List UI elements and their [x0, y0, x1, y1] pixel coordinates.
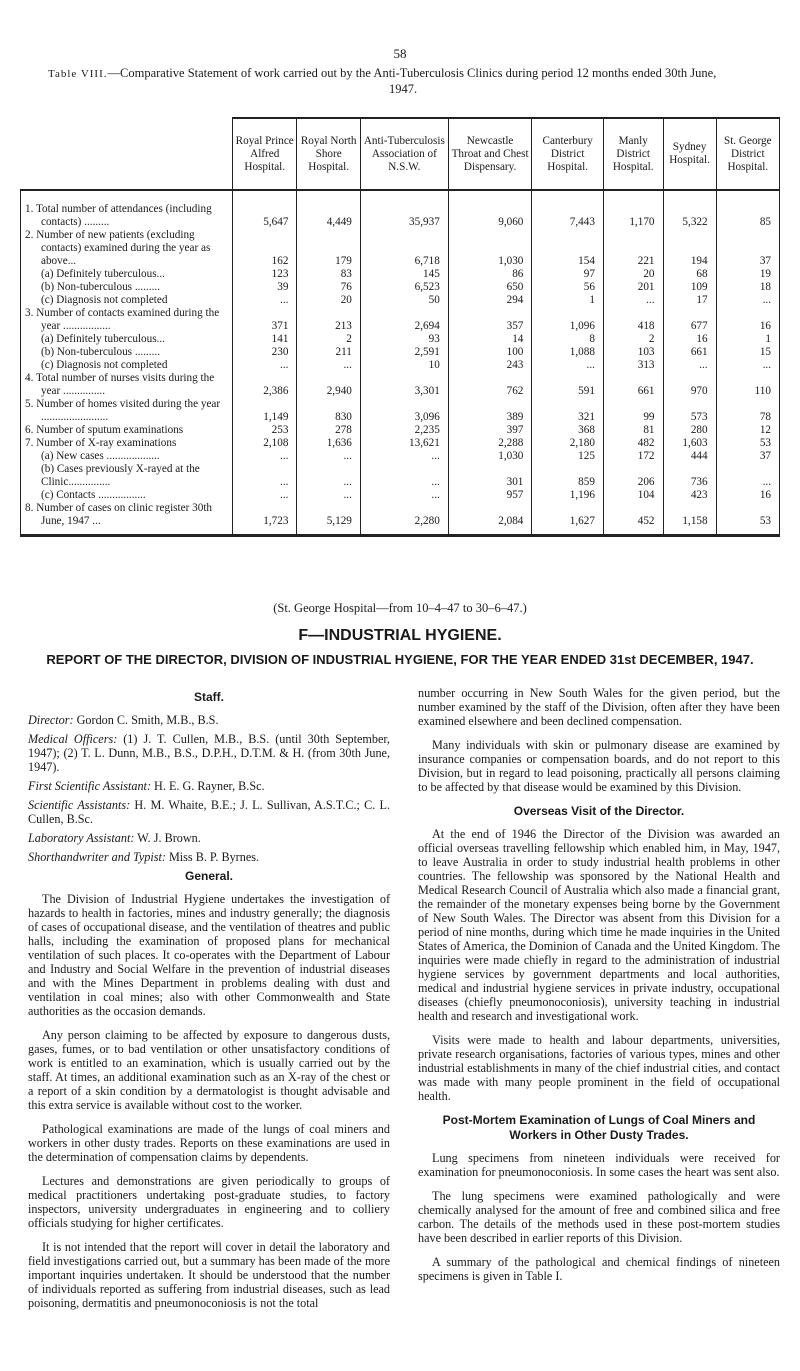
- row-value: 201: [603, 281, 663, 294]
- row-value: 243: [448, 359, 532, 372]
- row-value: 1,603: [663, 437, 716, 450]
- row-value: 859: [532, 463, 604, 489]
- row-label: (b) Non-tuberculous .........: [21, 346, 233, 359]
- row-value: 957: [448, 489, 532, 502]
- row-value: 2: [603, 333, 663, 346]
- row-value: ...: [297, 489, 360, 502]
- row-value: 123: [233, 268, 297, 281]
- row-value: 16: [663, 333, 716, 346]
- row-value: 5,322: [663, 190, 716, 229]
- row-label: 2. Number of new patients (excluding contacts) examined during the year as above...: [21, 229, 233, 268]
- row-value: 14: [448, 333, 532, 346]
- staff-laboratory: Laboratory Assistant: W. J. Brown.: [28, 831, 201, 845]
- row-value: ...: [716, 294, 779, 307]
- row-value: 1,158: [663, 502, 716, 536]
- row-value: 1,636: [297, 437, 360, 450]
- row-value: 221: [603, 229, 663, 268]
- row-label: 1. Total number of attendances (including contacts) .........: [21, 190, 233, 229]
- general-heading: General.: [184, 869, 234, 883]
- header-blank: [21, 118, 233, 190]
- row-value: 301: [448, 463, 532, 489]
- row-value: 211: [297, 346, 360, 359]
- row-value: 125: [532, 450, 604, 463]
- row-value: 1: [716, 333, 779, 346]
- row-value: 371: [233, 307, 297, 333]
- row-value: 93: [360, 333, 448, 346]
- row-value: 650: [448, 281, 532, 294]
- paragraph-insurance: Many individuals with skin or pulmonary disease are examined by insurance companies or compensation boards, and do not report to this Division, but in regard to lead poisoning, practically all persons claiming to be affected by that disease would be examined by this Division.: [418, 738, 780, 794]
- header-canterbury: Canterbury District Hospital.: [532, 118, 604, 190]
- row-value: ...: [360, 463, 448, 489]
- row-value: 83: [297, 268, 360, 281]
- staff-heading: Staff.: [194, 690, 224, 704]
- row-value: ...: [297, 450, 360, 463]
- row-value: 6,718: [360, 229, 448, 268]
- row-label: 3. Number of contacts examined during the year .................: [21, 307, 233, 333]
- row-value: 970: [663, 372, 716, 398]
- staff-director: Director: Gordon C. Smith, M.B., B.S.: [28, 713, 219, 727]
- row-value: 830: [297, 398, 360, 424]
- row-value: 2,386: [233, 372, 297, 398]
- row-value: 1,030: [448, 229, 532, 268]
- row-value: 1,149: [233, 398, 297, 424]
- continued-paragraph: number occurring in New South Wales for the given period, but the number examined by the staff of the Division, often after they have been examined elsewhere and been declined compensation.: [418, 686, 780, 728]
- row-value: 418: [603, 307, 663, 333]
- row-value: 78: [716, 398, 779, 424]
- row-value: 37: [716, 450, 779, 463]
- row-value: 76: [297, 281, 360, 294]
- header-st-george: St. George District Hospital.: [716, 118, 779, 190]
- row-value: 85: [716, 190, 779, 229]
- row-value: 357: [448, 307, 532, 333]
- row-value: ...: [716, 359, 779, 372]
- postmortem-paragraph-2: The lung specimens were examined pathologically and were chemically analysed for the amount of free and combined silica and free carbon. The details of the methods used in these post-mortem studies have been described in earlier reports of this Division.: [418, 1189, 780, 1245]
- row-value: 2,235: [360, 424, 448, 437]
- postmortem-heading: Post-Mortem Examination of Lungs of Coal Miners and Workers in Other Dusty Trades.: [442, 1113, 756, 1142]
- staff-medical-officers: Medical Officers: (1) J. T. Cullen, M.B., B.S. (until 30th September, 1947); (2) T. L. Dunn, M.B., B.S., D.P.H., D.T.M. & H. (from 30th June, 1947).: [28, 732, 390, 774]
- general-paragraph-3: Pathological examinations are made of the lungs of coal miners and workers in other dusty trades. Reports on these examinations are used in the determination of compensation claims by dependents.: [28, 1122, 390, 1164]
- table-header-row: [21, 118, 780, 190]
- row-value: 10: [360, 359, 448, 372]
- row-value: ...: [297, 463, 360, 489]
- row-label: 7. Number of X-ray examinations: [21, 437, 233, 450]
- header-newcastle: Newcastle Throat and Chest Dispensary.: [448, 118, 532, 190]
- row-value: 2,108: [233, 437, 297, 450]
- header-manly: Manly District Hospital.: [603, 118, 663, 190]
- table-row: [21, 268, 780, 281]
- row-value: 294: [448, 294, 532, 307]
- row-value: 50: [360, 294, 448, 307]
- table-row: [21, 229, 780, 268]
- row-value: ...: [603, 294, 663, 307]
- table-row: [21, 489, 780, 502]
- row-value: 15: [716, 346, 779, 359]
- row-value: ...: [233, 294, 297, 307]
- row-label: (a) New cases ...................: [21, 450, 233, 463]
- row-value: 39: [233, 281, 297, 294]
- table-row: [21, 398, 780, 424]
- table-row: [21, 294, 780, 307]
- row-label: 4. Total number of nurses visits during the year ...............: [21, 372, 233, 398]
- row-value: 661: [603, 372, 663, 398]
- row-value: 280: [663, 424, 716, 437]
- row-value: 18: [716, 281, 779, 294]
- row-value: 444: [663, 450, 716, 463]
- row-value: 1,196: [532, 489, 604, 502]
- row-value: 2,084: [448, 502, 532, 536]
- row-value: 2,694: [360, 307, 448, 333]
- table-row: [21, 281, 780, 294]
- row-value: 179: [297, 229, 360, 268]
- row-value: 1,096: [532, 307, 604, 333]
- row-value: 110: [716, 372, 779, 398]
- row-value: 278: [297, 424, 360, 437]
- header-royal-prince-alfred: Royal Prince Alfred Hospital.: [233, 118, 297, 190]
- row-value: 1,627: [532, 502, 604, 536]
- staff-typist: Shorthandwriter and Typist: Miss B. P. Byrnes.: [28, 850, 260, 864]
- overseas-paragraph-1: At the end of 1946 the Director of the Division was awarded an official overseas travelling fellowship which enabled him, in May, 1947, to leave Australia in order to study industrial health problems in other countries. The fellowship was sponsored by the National Health and Medical Research Council of Australia which also made a financial grant, the remainder of the monetary expenses being borne by the Government of New South Wales. The Director was absent from this Division for a period of nine months, during which time he made inquiries in the United States of America, the Dominion of Canada and the United Kingdom. The inquiries were made chiefly in regard to the administration of industrial hygiene services by government departments and local authorities, medical and industrial hygiene services in private industry, occupational diseases (chiefly pneumonoconiosis), university teaching in industrial health and research and investigational work.: [418, 827, 780, 1023]
- row-label: (c) Diagnosis not completed: [21, 359, 233, 372]
- row-value: 68: [663, 268, 716, 281]
- table-row: [21, 450, 780, 463]
- row-value: 7,443: [532, 190, 604, 229]
- general-paragraph-2: Any person claiming to be affected by exposure to dangerous dusts, gases, fumes, or to bad ventilation or other unsatisfactory conditions of work is entitled to an examination, which is usually carried out by the staff. At times, an additional examination such as an X-ray of the chest or a report of a skin condition by a dermatologist is thought advisable and this extra service is available without cost to the worker.: [28, 1028, 390, 1112]
- row-value: 109: [663, 281, 716, 294]
- row-value: ...: [360, 450, 448, 463]
- row-label: (a) Definitely tuberculous...: [21, 333, 233, 346]
- row-value: 5,129: [297, 502, 360, 536]
- table-caption: [48, 66, 758, 97]
- row-value: 20: [297, 294, 360, 307]
- row-value: 194: [663, 229, 716, 268]
- row-value: 213: [297, 307, 360, 333]
- row-value: 1,088: [532, 346, 604, 359]
- row-value: 6,523: [360, 281, 448, 294]
- row-value: ...: [716, 463, 779, 489]
- row-value: 100: [448, 346, 532, 359]
- row-value: 206: [603, 463, 663, 489]
- row-value: 423: [663, 489, 716, 502]
- row-value: 141: [233, 333, 297, 346]
- row-value: 2,280: [360, 502, 448, 536]
- row-value: ...: [233, 463, 297, 489]
- row-value: 103: [603, 346, 663, 359]
- table-row: [21, 307, 780, 333]
- row-value: 573: [663, 398, 716, 424]
- row-value: 3,096: [360, 398, 448, 424]
- table-caption-year: 1947.: [388, 82, 418, 96]
- row-value: 4,449: [297, 190, 360, 229]
- general-paragraph-1: The Division of Industrial Hygiene undertakes the investigation of hazards to health in factories, mines and industry generally; the diagnosis of cases of occupational disease, and the ventilation of theatres and public halls, including the examination of proposed plans for mechanical ventilation of such places. It co-operates with the Department of Labour and Industry and Social Welfare in the prevention of industrial diseases and with the Mines Department in problems dealing with dust and ventilation in coal mines; also with other Commonwealth and State authorities as the occasion demands.: [28, 892, 390, 1018]
- table-caption-text: —Comparative Statement of work carried out by the Anti-Tuberculosis Clinics during period 12 months ended 30th June,: [107, 66, 717, 80]
- row-value: 1,030: [448, 450, 532, 463]
- left-column: [28, 686, 390, 1320]
- header-anti-tb-association: Anti-Tuberculosis Association of N.S.W.: [360, 118, 448, 190]
- postmortem-paragraph-1: Lung specimens from nineteen individuals were received for examination for pneumonoconiosis. In some cases the heart was sent also.: [418, 1151, 780, 1179]
- row-value: 13,621: [360, 437, 448, 450]
- row-value: 37: [716, 229, 779, 268]
- table-row: [21, 463, 780, 489]
- row-value: ...: [360, 489, 448, 502]
- row-value: 162: [233, 229, 297, 268]
- row-value: ...: [233, 450, 297, 463]
- row-value: 591: [532, 372, 604, 398]
- overseas-paragraph-2: Visits were made to health and labour departments, universities, private research organisations, factories of various types, mines and other industrial establishments in many of the chief industrial cities, and contact was made with many people prominent in the field of occupational health.: [418, 1033, 780, 1103]
- row-value: 397: [448, 424, 532, 437]
- table-row: [21, 424, 780, 437]
- row-value: 16: [716, 307, 779, 333]
- table-row: [21, 333, 780, 346]
- page-number: 58: [393, 46, 407, 61]
- row-value: 12: [716, 424, 779, 437]
- section-title: F—INDUSTRIAL HYGIENE.: [298, 627, 502, 644]
- row-value: 2,591: [360, 346, 448, 359]
- row-value: 389: [448, 398, 532, 424]
- overseas-heading: Overseas Visit of the Director.: [513, 804, 685, 818]
- row-label: (b) Cases previously X-rayed at the Clinic...............: [21, 463, 233, 489]
- header-royal-north-shore: Royal North Shore Hospital.: [297, 118, 360, 190]
- row-value: 5,647: [233, 190, 297, 229]
- row-value: 230: [233, 346, 297, 359]
- row-value: 104: [603, 489, 663, 502]
- row-label: (c) Contacts .................: [21, 489, 233, 502]
- table-row: [21, 372, 780, 398]
- row-label: 5. Number of homes visited during the year ........................: [21, 398, 233, 424]
- row-label: (a) Definitely tuberculous...: [21, 268, 233, 281]
- table-row: [21, 190, 780, 229]
- row-value: 172: [603, 450, 663, 463]
- table-row: [21, 437, 780, 450]
- row-value: 53: [716, 502, 779, 536]
- row-value: 452: [603, 502, 663, 536]
- table-row: [21, 359, 780, 372]
- row-value: ...: [297, 359, 360, 372]
- row-value: 762: [448, 372, 532, 398]
- row-value: 86: [448, 268, 532, 281]
- row-value: 9,060: [448, 190, 532, 229]
- row-value: 19: [716, 268, 779, 281]
- row-label: 8. Number of cases on clinic register 30th June, 1947 ...: [21, 502, 233, 536]
- postmortem-paragraph-3: A summary of the pathological and chemical findings of nineteen specimens is given in Table I.: [418, 1255, 780, 1283]
- row-value: 17: [663, 294, 716, 307]
- header-sydney: Sydney Hospital.: [663, 118, 716, 190]
- row-value: 56: [532, 281, 604, 294]
- row-value: 2,180: [532, 437, 604, 450]
- row-value: 145: [360, 268, 448, 281]
- row-value: 253: [233, 424, 297, 437]
- row-value: 35,937: [360, 190, 448, 229]
- row-value: 2,940: [297, 372, 360, 398]
- row-value: 154: [532, 229, 604, 268]
- row-value: 1,170: [603, 190, 663, 229]
- row-value: 99: [603, 398, 663, 424]
- row-value: ...: [233, 359, 297, 372]
- row-value: 321: [532, 398, 604, 424]
- report-title: REPORT OF THE DIRECTOR, DIVISION OF INDUSTRIAL HYGIENE, FOR THE YEAR ENDED 31st DECEMBER, 1947.: [46, 652, 754, 667]
- row-value: 313: [603, 359, 663, 372]
- row-label: 6. Number of sputum examinations: [21, 424, 233, 437]
- general-paragraph-5: It is not intended that the report will cover in detail the laboratory and field investigations carried out, but a summary has been made of the more important inquiries undertaken. It should be understood that the number of individuals reported as suffering from industrial diseases, such as lead poisoning, dermatitis and pneumonoconiosis is not the total: [28, 1240, 390, 1310]
- row-value: 368: [532, 424, 604, 437]
- row-value: 2,288: [448, 437, 532, 450]
- row-value: 1,723: [233, 502, 297, 536]
- staff-first-scientific: First Scientific Assistant: H. E. G. Rayner, B.Sc.: [28, 779, 265, 793]
- row-value: 3,301: [360, 372, 448, 398]
- row-value: ...: [233, 489, 297, 502]
- row-value: 661: [663, 346, 716, 359]
- row-value: 81: [603, 424, 663, 437]
- right-column: [418, 686, 780, 1293]
- row-label: (c) Diagnosis not completed: [21, 294, 233, 307]
- row-value: 736: [663, 463, 716, 489]
- staff-scientific: Scientific Assistants: H. M. Whaite, B.E.; J. L. Sullivan, A.S.T.C.; C. L. Cullen, B.Sc.: [28, 798, 390, 826]
- row-value: ...: [532, 359, 604, 372]
- row-value: ...: [663, 359, 716, 372]
- table-row: [21, 502, 780, 536]
- row-label: (b) Non-tuberculous .........: [21, 281, 233, 294]
- row-value: 2: [297, 333, 360, 346]
- row-value: 53: [716, 437, 779, 450]
- row-value: 97: [532, 268, 604, 281]
- table-label: Table VIII.: [48, 68, 108, 80]
- table-row: [21, 346, 780, 359]
- general-paragraph-4: Lectures and demonstrations are given periodically to groups of medical practitioners undertaking post-graduate studies, to factory inspectors, university undergraduates in engineering and to colliery officials studying for higher certificates.: [28, 1174, 390, 1230]
- clinics-comparison-table: [20, 117, 780, 537]
- row-value: 20: [603, 268, 663, 281]
- row-value: 1: [532, 294, 604, 307]
- row-value: 677: [663, 307, 716, 333]
- table-footnote: (St. George Hospital—from 10–4–47 to 30–6–47.): [273, 601, 527, 615]
- row-value: 16: [716, 489, 779, 502]
- row-value: 8: [532, 333, 604, 346]
- row-value: 482: [603, 437, 663, 450]
